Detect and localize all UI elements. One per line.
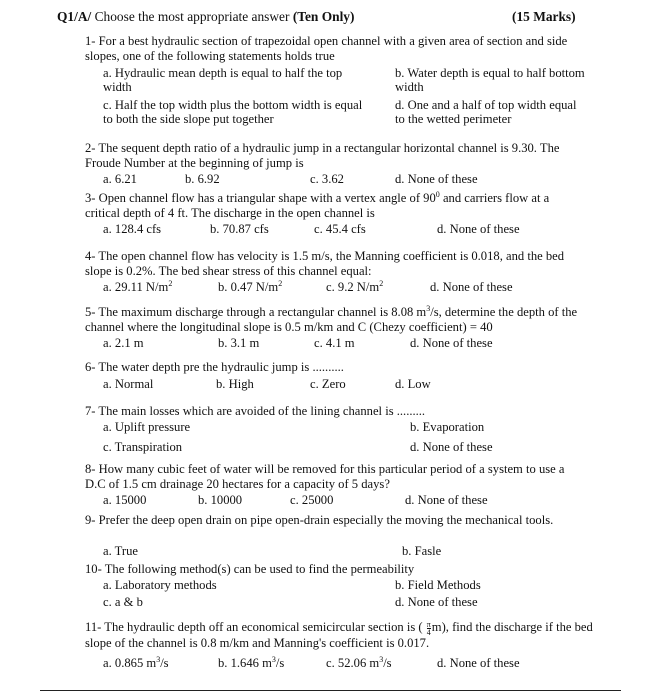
q2-option-b[interactable]: b. 6.92: [185, 172, 220, 186]
q2-option-d[interactable]: d. None of these: [395, 172, 478, 186]
q1-option-b[interactable]: b. Water depth is equal to half bottom width: [395, 66, 585, 94]
q10-option-c[interactable]: c. a & b: [103, 595, 143, 609]
q4-option-b[interactable]: b. 0.47 $N/m^2$: [218, 278, 283, 294]
q11-option-a[interactable]: a. 0.865 $m^3/s$: [103, 654, 169, 670]
q5-option-d[interactable]: d. None of these: [410, 336, 493, 350]
q8-option-a[interactable]: a. 15000: [103, 493, 147, 507]
question-10: 10- The following method(s) can be used to find the permeability: [85, 562, 415, 576]
section-header: Q1/A/ Choose the most appropriate answer (Ten Only): [57, 9, 355, 24]
question-2: 2- The sequent depth ratio of a hydraulic jump in a rectangular horizontal channel is 9.30. The Froude Number at the beginning of jump is: [85, 141, 560, 170]
q8-option-c[interactable]: c. 25000: [290, 493, 334, 507]
q4-option-d[interactable]: d. None of these: [430, 280, 513, 294]
q11-option-c[interactable]: c. 52.06 $m^3/s$: [326, 654, 392, 670]
q6-option-a[interactable]: a. Normal: [103, 377, 154, 391]
question-1: 1- For a best hydraulic section of trapezoidal open channel with a given area of section and side slopes, one of the following statements holds true: [85, 34, 568, 63]
q7-option-d[interactable]: d. None of these: [410, 440, 493, 454]
q7-option-b[interactable]: b. Evaporation: [410, 420, 485, 434]
q5-option-c[interactable]: c. 4.1 m: [314, 336, 355, 350]
question-8: 8- How many cubic feet of water will be removed for this particular period of a system to use a D.C of 1.5 cm drainage 20 hectares for a capacity of 5 days?: [85, 462, 565, 491]
q3-option-c[interactable]: c. 45.4 cfs: [314, 222, 366, 236]
q3-option-a[interactable]: a. 128.4 cfs: [103, 222, 162, 236]
q5-option-a[interactable]: a. 2.1 m: [103, 336, 144, 350]
q1-option-d[interactable]: d. One and a half of top width equal to the wetted perimeter: [395, 98, 577, 126]
q6-option-b[interactable]: b. High: [216, 377, 254, 391]
q10-option-d[interactable]: d. None of these: [395, 595, 478, 609]
q6-option-c[interactable]: c. Zero: [310, 377, 346, 391]
q5-option-b[interactable]: b. 3.1 m: [218, 336, 260, 350]
q11-option-b[interactable]: b. 1.646 $m^3/s$: [218, 654, 285, 670]
q2-option-c[interactable]: c. 3.62: [310, 172, 344, 186]
q9-option-b[interactable]: b. Fasle: [402, 544, 442, 558]
q8-option-d[interactable]: d. None of these: [405, 493, 488, 507]
q4-option-c[interactable]: c. 9.2 $N/m^2$: [326, 278, 384, 294]
question-11: 11- The hydraulic depth off an economical semicircular section is ( $\frac{\pi}{4}$ m), find the discharge if the bed slope of the channel is 0.8 m/km and Manning's coefficient is 0.017.: [85, 619, 593, 650]
q9-option-a[interactable]: a. True: [103, 544, 139, 558]
q7-option-a[interactable]: a. Uplift pressure: [103, 420, 191, 434]
bottom-divider: [40, 690, 621, 691]
q6-option-d[interactable]: d. Low: [395, 377, 431, 391]
q8-option-b[interactable]: b. 10000: [198, 493, 243, 507]
q7-option-c[interactable]: c. Transpiration: [103, 440, 183, 454]
question-4: 4- The open channel flow has velocity is 1.5 m/s, the Manning coefficient is 0.018, and the bed slope is 0.2%. The bed shear stress of this channel equal:: [85, 249, 565, 278]
q3-option-b[interactable]: b. 70.87 cfs: [210, 222, 269, 236]
q4-option-a[interactable]: a. 29.11 $N/m^2$: [103, 278, 173, 294]
q1-option-a[interactable]: a. Hydraulic mean depth is equal to half the top width: [103, 66, 343, 94]
question-9: 9- Prefer the deep open drain on pipe open-drain especially the moving the mechanical tools.: [85, 513, 554, 527]
q1-option-c[interactable]: c. Half the top width plus the bottom width is equal to both the side slope put together: [103, 98, 363, 126]
question-7: 7- The main losses which are avoided of the lining channel is .........: [85, 404, 426, 418]
question-3: 3- Open channel flow has a triangular shape with a vertex angle of $90^0$ and carriers flow at a critical depth of 4 ft. The discharge in the open channel is: [85, 189, 550, 220]
q3-option-d[interactable]: d. None of these: [437, 222, 520, 236]
q10-option-a[interactable]: a. Laboratory methods: [103, 578, 217, 592]
q11-option-d[interactable]: d. None of these: [437, 656, 520, 670]
q2-option-a[interactable]: a. 6.21: [103, 172, 137, 186]
question-5: 5- The maximum discharge through a rectangular channel is 8.08 $m^3/s$, determine the depth of the channel where the longitudinal slope is 0.5 m/km and C (Chezy coefficient) = 40: [85, 303, 578, 334]
question-6: 6- The water depth pre the hydraulic jump is ..........: [85, 360, 344, 374]
pi-over-4-fraction: $\frac{\pi}{4}$: [426, 619, 431, 637]
marks-label: (15 Marks): [512, 9, 576, 24]
q10-option-b[interactable]: b. Field Methods: [395, 578, 481, 592]
